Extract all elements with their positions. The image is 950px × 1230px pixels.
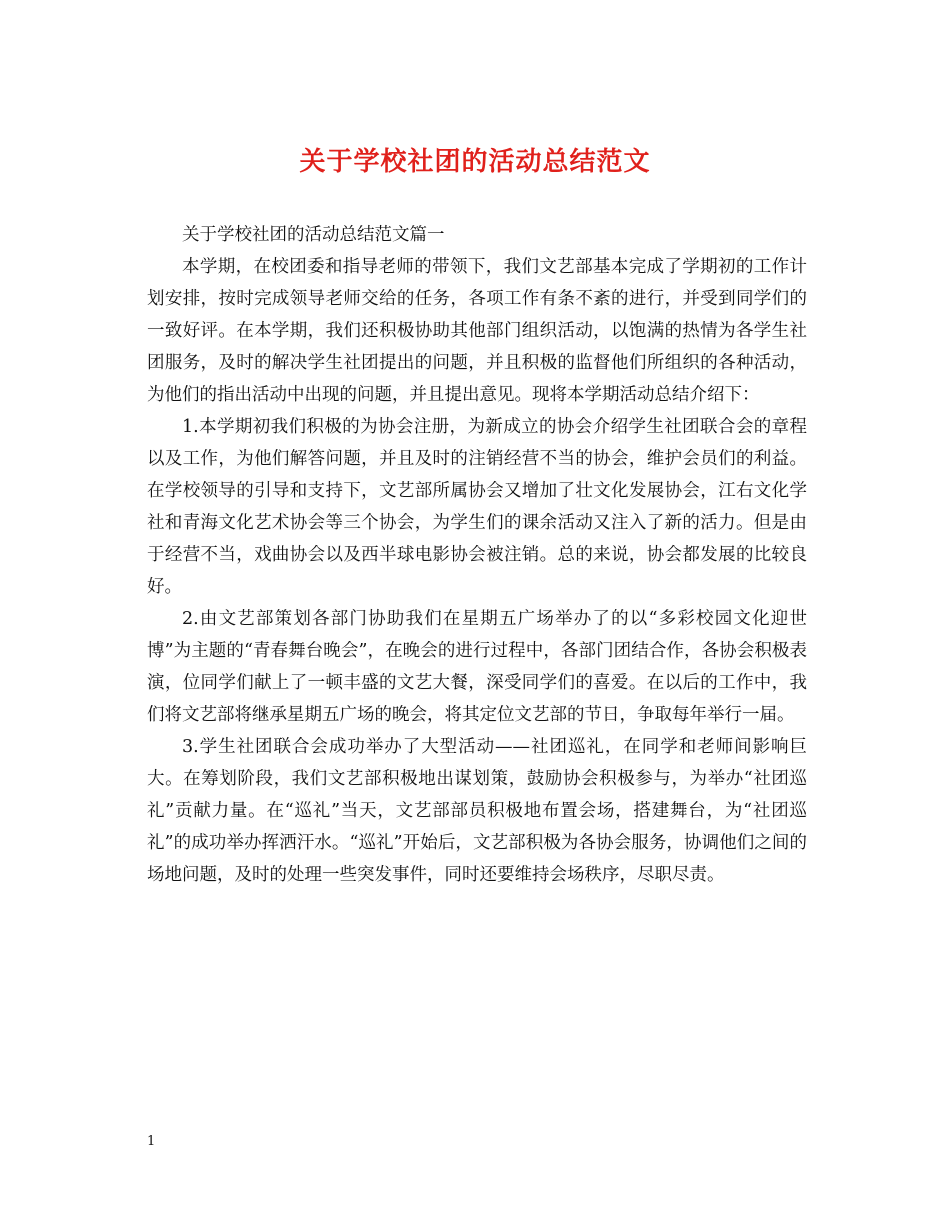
paragraph-item-1: 1.本学期初我们积极的为协会注册，为新成立的协会介绍学生社团联合会的章程以及工作，为他们解答问题，并且及时的注销经营不当的协会，维护会员们的利益。在学校领导的引导和支持下，文艺部所属协会又增加了壮文化发展协会，江右文化学社和青海文化艺术协会等三个协会，为学生们的课余活动又注入了新的活力。但是由于经营不当，戏曲协会以及西半球电影协会被注销。总的来说，协会都发展的比较良好。 xyxy=(147,417,807,597)
section-heading: 关于学校社团的活动总结范文篇一 xyxy=(182,225,445,245)
paragraph-item-3: 3.学生社团联合会成功举办了大型活动——社团巡礼，在同学和老师间影响巨大。在筹划阶段，我们文艺部积极地出谋划策，鼓励协会积极参与，为举办“社团巡礼”贡献力量。在“巡礼”当天，文艺部部员积极地布置会场，搭建舞台，为“社团巡礼”的成功举办挥洒汗水。“巡礼”开始后，文艺部积极为各协会服务，协调他们之间的场地问题，及时的处理一些突发事件，同时还要维持会场秩序，尽职尽责。 xyxy=(147,737,807,885)
paragraph-intro: 本学期，在校团委和指导老师的带领下，我们文艺部基本完成了学期初的工作计划安排，按时完成领导老师交给的任务，各项工作有条不紊的进行，并受到同学们的一致好评。在本学期，我们还积极协助其他部门组织活动，以饱满的热情为各学生社团服务，及时的解决学生社团提出的问题，并且积极的监督他们所组织的各种活动，为他们的指出活动中出现的问题，并且提出意见。现将本学期活动总结介绍下： xyxy=(147,257,807,405)
document-title: 关于学校社团的活动总结范文 xyxy=(299,147,651,177)
document-body xyxy=(147,219,807,891)
paragraph-item-2: 2.由文艺部策划各部门协助我们在星期五广场举办了的以“多彩校园文化迎世博”为主题的“青春舞台晚会”，在晚会的进行过程中，各部门团结合作，各协会积极表演，位同学们献上了一顿丰盛的文艺大餐，深受同学们的喜爱。在以后的工作中，我们将文艺部将继承星期五广场的晚会，将其定位文艺部的节日，争取每年举行一届。 xyxy=(147,609,807,725)
page-number: 1 xyxy=(147,1134,156,1149)
